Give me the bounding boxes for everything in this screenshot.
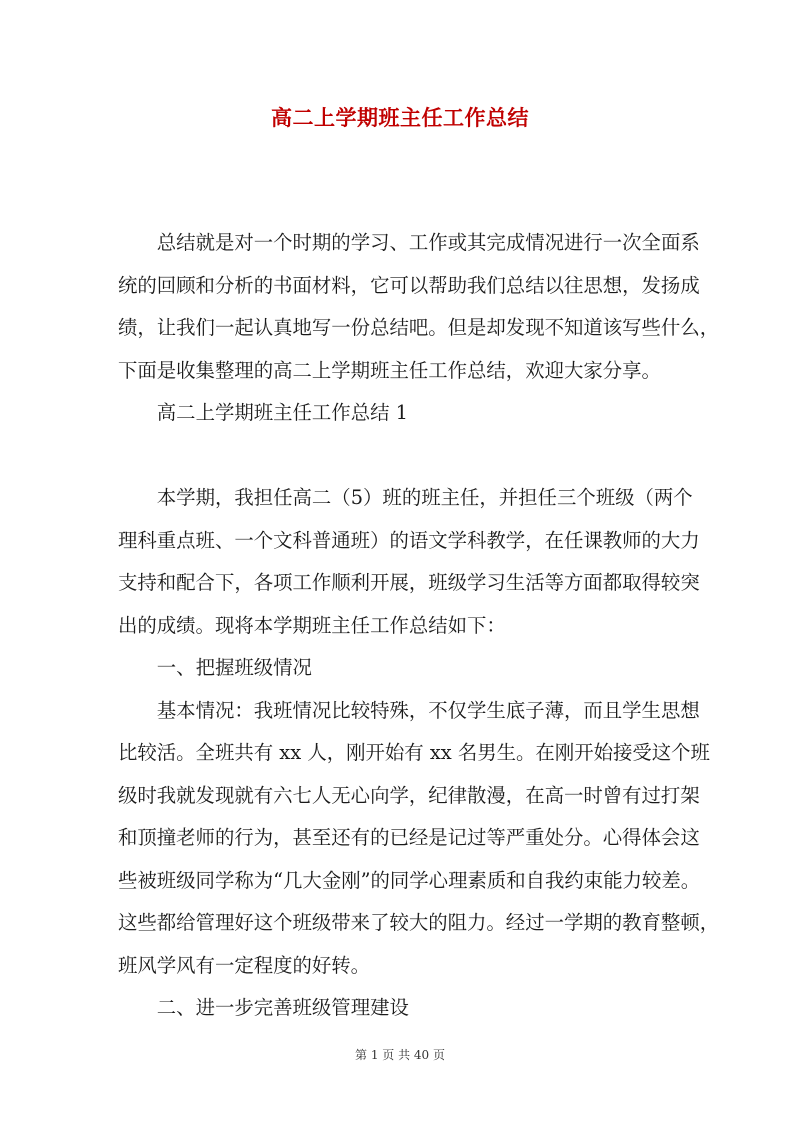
body-line: 出的成绩。现将本学期班主任工作总结如下： [118,614,506,637]
document-title: 高二上学期班主任工作总结 [271,105,529,130]
paragraph-line: 级时我就发现就有六七人无心向学，纪律散漫，在高一时曾有过打架 [118,784,700,807]
section-heading: 一、把握班级情况 [156,656,312,679]
paragraph-line: 班风学风有一定程度的好转。 [118,954,371,977]
intro-line: 统的回顾和分析的书面材料，它可以帮助我们总结以往思想，发扬成 [118,274,700,297]
intro-line: 绩，让我们一起认真地写一份总结吧。但是却发现不知道该写些什么， [118,316,720,339]
body-line: 本学期，我担任高二（5）班的班主任，并担任三个班级（两个 [156,486,693,509]
paragraph-line: 比较活。全班共有 xx 人，刚开始有 xx 名男生。在刚开始接受这个班 [118,741,710,764]
intro-line: 下面是收集整理的高二上学期班主任工作总结，欢迎大家分享。 [118,359,661,382]
section-subtitle: 高二上学期班主任工作总结 1 [156,401,408,424]
paragraph-line: 些被班级同学称为“几大金刚”的同学心理素质和自我约束能力较差。 [118,869,701,892]
page-number: 第 1 页 共 40 页 [355,1048,445,1062]
body-line: 理科重点班、一个文科普通班）的语文学科教学，在任课教师的大力 [118,529,700,552]
paragraph-line: 基本情况：我班情况比较特殊，不仅学生底子薄，而且学生思想 [156,699,700,722]
paragraph-line: 和顶撞老师的行为，甚至还有的已经是记过等严重处分。心得体会这 [118,826,700,849]
body-line: 支持和配合下，各项工作顺利开展，班级学习生活等方面都取得较突 [118,571,700,594]
intro-line: 总结就是对一个时期的学习、工作或其完成情况进行一次全面系 [156,231,700,254]
paragraph-line: 这些都给管理好这个班级带来了较大的阻力。经过一学期的教育整顿， [118,911,720,934]
section-heading: 二、进一步完善班级管理建设 [156,996,409,1019]
